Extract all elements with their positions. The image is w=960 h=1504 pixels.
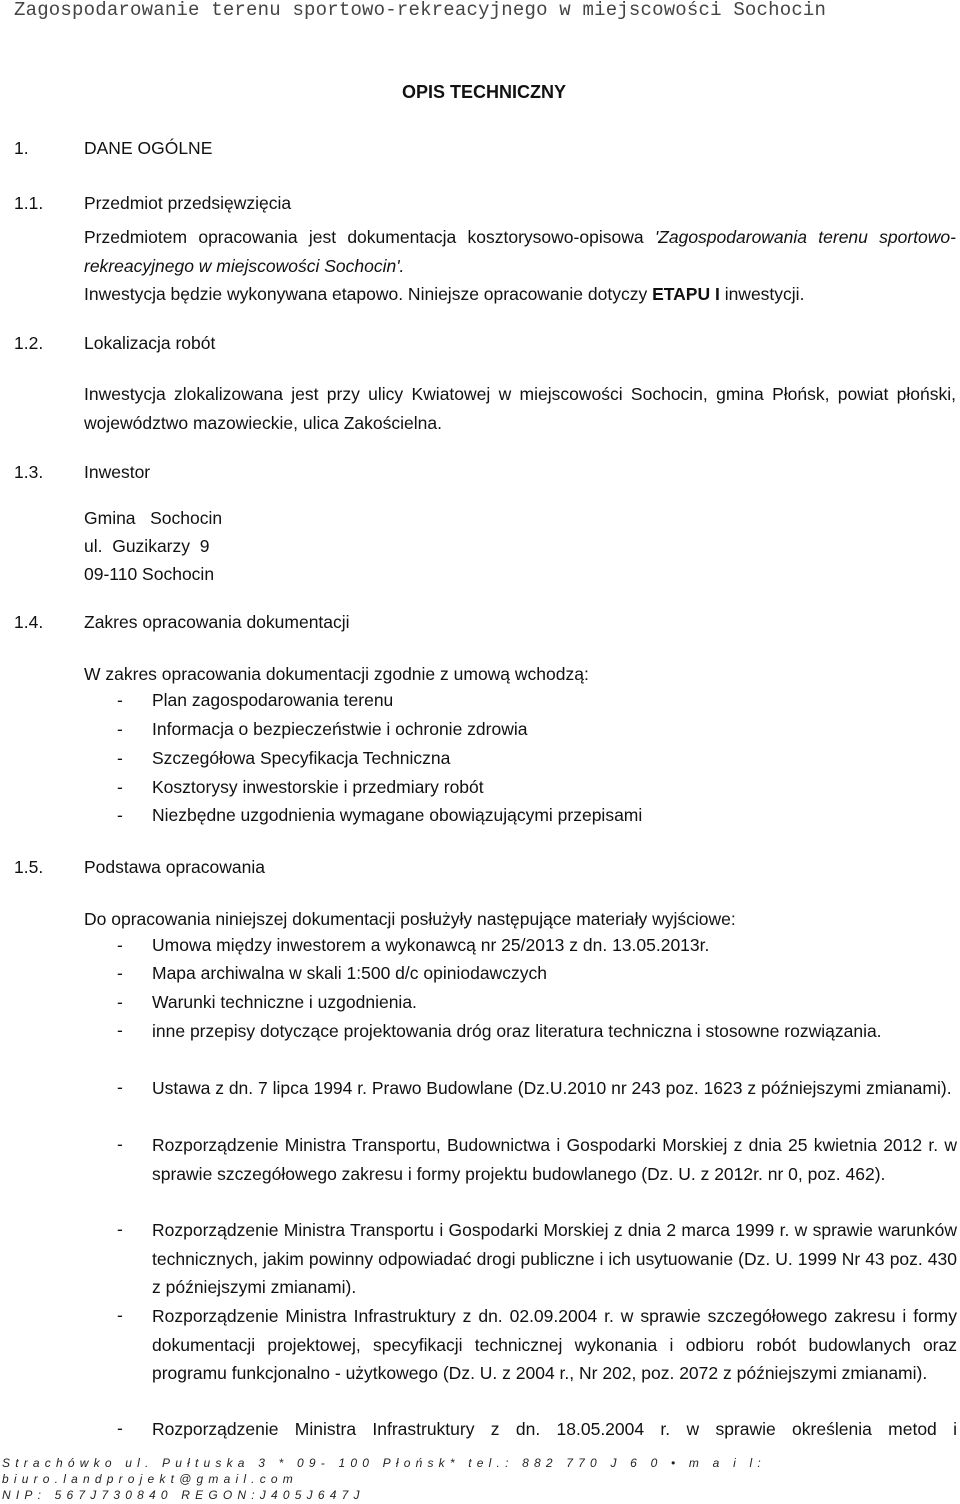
investor-city: 09-110 Sochocin [84,564,215,584]
list-item: - Niezbędne uzgodnienia wymagane obowiązującymi przepisami [117,805,643,825]
section-1-number: 1. [14,138,29,158]
section-1-heading: DANE OGÓLNE [84,138,213,158]
section-1-5-intro: Do opracowania niniejszej dokumentacji posłużyły następujące materiały wyjściowe: [84,909,736,929]
footer-tax-ids: NIP: 567J730840 REGON:J405J647J [2,1488,365,1502]
section-1-4-intro: W zakres opracowania dokumentacji zgodnie z umową wchodzą: [84,664,589,684]
list-item: - Rozporządzenie Ministra Transportu i Gospodarki Morskiej z dnia 2 marca 1999 r. w sprawie warunków technicznych, jakim powinny odpowiadać drogi publiczne i ich usytuowanie (Dz. U. 1999 Nr 43 poz. 430 z późniejszymi zmianami). [117,1219,957,1298]
project-name-italic: 'Zagospodarowania terenu sportowo-rekreacyjnego w miejscowości Sochocin'. [84,227,956,276]
section-1-4-heading: Zakres opracowania dokumentacji [84,612,350,632]
list-item: - Kosztorysy inwestorskie i przedmiary robót [117,777,484,797]
list-item: - Rozporządzenie Ministra Infrastruktury z dn. 02.09.2004 r. w sprawie szczegółowego zakresu i formy dokumentacji projektowej, specyfikacji technicznej wykonania i odbioru robót budowlanych oraz programu funkcjonalno - użytkowego (Dz. U. z 2004 r., Nr 202, poz. 2072 z późniejszymi zmianami). [117,1305,957,1384]
section-1-2-heading: Lokalizacja robót [84,333,216,353]
footer-address: Strachówko ul. Pułtuska 3 * 09- 100 Płońsk* tel.: 882 770 J 6 0 • m a i l: [2,1456,766,1470]
list-item: - inne przepisy dotyczące projektowania dróg oraz literatura techniczna i stosowne rozwiązania. [117,1020,882,1041]
section-1-3-number: 1.3. [14,462,44,482]
subject-text: Przedmiotem opracowania jest dokumentacja kosztorysowo-opisowa [84,227,655,247]
list-item: - Informacja o bezpieczeństwie i ochronie zdrowia [117,719,528,739]
list-item: - Szczegółowa Specyfikacja Techniczna [117,748,451,768]
section-1-2-number: 1.2. [14,333,44,353]
page-header-title: Zagospodarowanie terenu sportowo-rekreacyjnego w miejscowości Sochocin [14,0,827,21]
section-1-3-heading: Inwestor [84,462,151,482]
section-1-1-heading: Przedmiot przedsięwzięcia [84,193,292,213]
stage-bold: ETAPU I [652,284,720,304]
section-1-1-number: 1.1. [14,193,44,213]
list-item: - Plan zagospodarowania terenu [117,690,394,710]
list-item: - Warunki techniczne i uzgodnienia. [117,992,417,1012]
section-1-2-paragraph: Inwestycja zlokalizowana jest przy ulicy Kwiatowej w miejscowości Sochocin, gmina Płońsk, powiat płoński, województwo mazowieckie, ulica Zakościelna. [84,384,956,433]
list-item: - Rozporządzenie Ministra Transportu, Budownictwa i Gospodarki Morskiej z dnia 25 kwietnia 2012 r. w sprawie szczegółowego zakresu i formy projektu budowlanego (Dz. U. z 2012r. nr 0, poz. 462). [117,1134,957,1184]
stage-text: Inwestycja będzie wykonywana etapowo. Niniejsze opracowanie dotyczy [84,284,653,304]
list-item: - Ustawa z dn. 7 lipca 1994 r. Prawo Budowlane (Dz.U.2010 nr 243 poz. 1623 z późniejszymi zmianami). [117,1077,952,1098]
section-1-1-stage-line [84,280,804,309]
section-1-4-number: 1.4. [14,612,44,632]
section-1-5-heading: Podstawa opracowania [84,857,265,877]
investor-name: Gmina Sochocin [84,508,223,528]
list-item: - Umowa między inwestorem a wykonawcą nr 25/2013 z dn. 13.05.2013r. [117,935,710,955]
footer-email: biuro.landprojekt@gmail.com [2,1472,298,1486]
list-item: - Rozporządzenie Ministra Infrastruktury z dn. 18.05.2004 r. w sprawie określenia metod i [117,1418,957,1439]
list-item: - Mapa archiwalna w skali 1:500 d/c opiniodawczych [117,963,547,983]
section-1-1-paragraph [84,223,956,280]
stage-suffix: inwestycji. [719,284,805,304]
section-1-5-number: 1.5. [14,857,44,877]
document-title: OPIS TECHNICZNY [402,82,567,102]
investor-street: ul. Guzikarzy 9 [84,536,210,556]
